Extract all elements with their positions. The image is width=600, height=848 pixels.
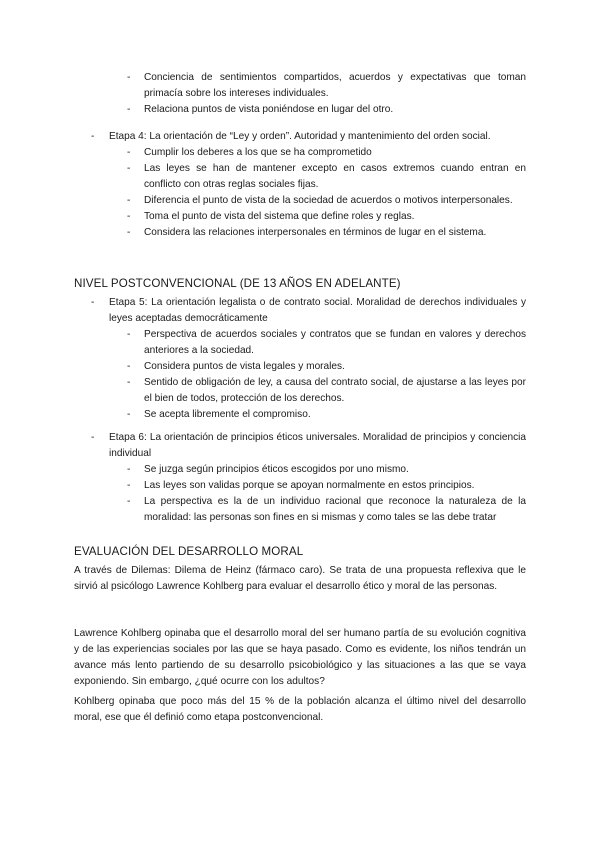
list-item: - Se juzga según principios éticos escogidos por uno mismo. [74, 462, 526, 478]
stage-6-label: Etapa 6: La orientación de principios éticos universales. Moralidad de principios y conciencia individual [109, 432, 526, 459]
bullet-dash: - [127, 409, 131, 420]
list-item: - Conciencia de sentimientos compartidos, acuerdos y expectativas que toman primacía sobre los intereses individuales. [127, 72, 526, 99]
stage-4-block [74, 129, 526, 241]
bullet-dash: - [127, 464, 131, 475]
bullet-dash: - [91, 131, 95, 142]
list-item: - Relaciona puntos de vista poniéndose en lugar del otro. [74, 102, 526, 118]
bullet-dash: - [127, 480, 131, 491]
stage-6-item [74, 430, 526, 462]
continued-points-block [74, 70, 526, 118]
list-item: - Considera las relaciones interpersonales en términos de lugar en el sistema. [74, 225, 526, 241]
list-item: - Las leyes se han de mantener excepto en casos extremos cuando entran en conflicto con otras reglas sociales fijas. [127, 163, 526, 190]
list-item: - Las leyes son validas porque se apoyan normalmente en estos principios. [74, 478, 526, 494]
stage-4-label: Etapa 4: La orientación de “Ley y orden”. Autoridad y mantenimiento del orden social. [109, 131, 491, 142]
stage-5-label: Etapa 5: La orientación legalista o de contrato social. Moralidad de derechos individuales y leyes aceptadas democráticamente [109, 297, 526, 324]
bullet-dash: - [127, 377, 131, 388]
bullet-dash: - [127, 195, 131, 206]
bullet-dash: - [127, 104, 131, 115]
list-item: - Se acepta libremente el compromiso. [74, 407, 526, 423]
bullet-dash: - [127, 147, 131, 158]
bullet-dash: - [127, 211, 131, 222]
list-item: - Cumplir los deberes a los que se ha comprometido [74, 145, 526, 161]
bullet-dash: - [127, 227, 131, 238]
evaluation-paragraph-3 [74, 694, 526, 726]
list-item: - Considera puntos de vista legales y morales. [74, 359, 526, 375]
stage-4-item [74, 129, 526, 145]
evaluation-paragraph-2 [74, 626, 526, 690]
list-item: - Sentido de obligación de ley, a causa del contrato social, de ajustarse a las leyes por el bien de todos, protección de los derechos. [127, 377, 526, 404]
paragraph: Kohlberg opinaba que poco más del 15 % de la población alcanza el último nivel del desarrollo moral, ese que él definió como etapa postconvencional. [74, 696, 526, 723]
postconventional-heading: NIVEL POSTCONVENCIONAL (DE 13 AÑOS EN ADELANTE) [74, 277, 401, 290]
evaluation-paragraph-1 [74, 563, 526, 595]
bullet-dash: - [127, 163, 131, 174]
bullet-dash: - [127, 72, 131, 83]
evaluation-heading: EVALUACIÓN DEL DESARROLLO MORAL [74, 545, 304, 558]
list-item: - Diferencia el punto de vista de la sociedad de acuerdos o motivos interpersonales. [74, 193, 526, 209]
stage-5-item [74, 295, 526, 327]
bullet-dash: - [127, 496, 131, 507]
stage-6-block [74, 430, 526, 526]
bullet-dash: - [91, 297, 95, 308]
list-item: - Toma el punto de vista del sistema que define roles y reglas. [74, 209, 526, 225]
list-item: - Perspectiva de acuerdos sociales y contratos que se fundan en valores y derechos anteriores a la sociedad. [127, 329, 526, 356]
paragraph: Lawrence Kohlberg opinaba que el desarrollo moral del ser humano partía de su evolución cognitiva y de las experiencias sociales por las que se haya pasado. Como es evidente, los niños tendrán un avance más lento partiendo de su desarrollo psicobiológico y las situaciones a las que se vaya exponiendo. Sin embargo, ¿qué ocurre con los adultos? [74, 628, 526, 687]
list-item: - La perspectiva es la de un individuo racional que reconoce la naturaleza de la moralidad: las personas son fines en si mismas y como tales se las debe tratar [127, 496, 526, 523]
bullet-dash: - [127, 329, 131, 340]
paragraph: A través de Dilemas: Dilema de Heinz (fármaco caro). Se trata de una propuesta reflexiva que le sirvió al psicólogo Lawrence Kohlberg para evaluar el desarrollo ético y moral de las personas. [74, 565, 526, 592]
bullet-dash: - [91, 432, 95, 443]
bullet-dash: - [127, 361, 131, 372]
stage-5-block [74, 295, 526, 423]
